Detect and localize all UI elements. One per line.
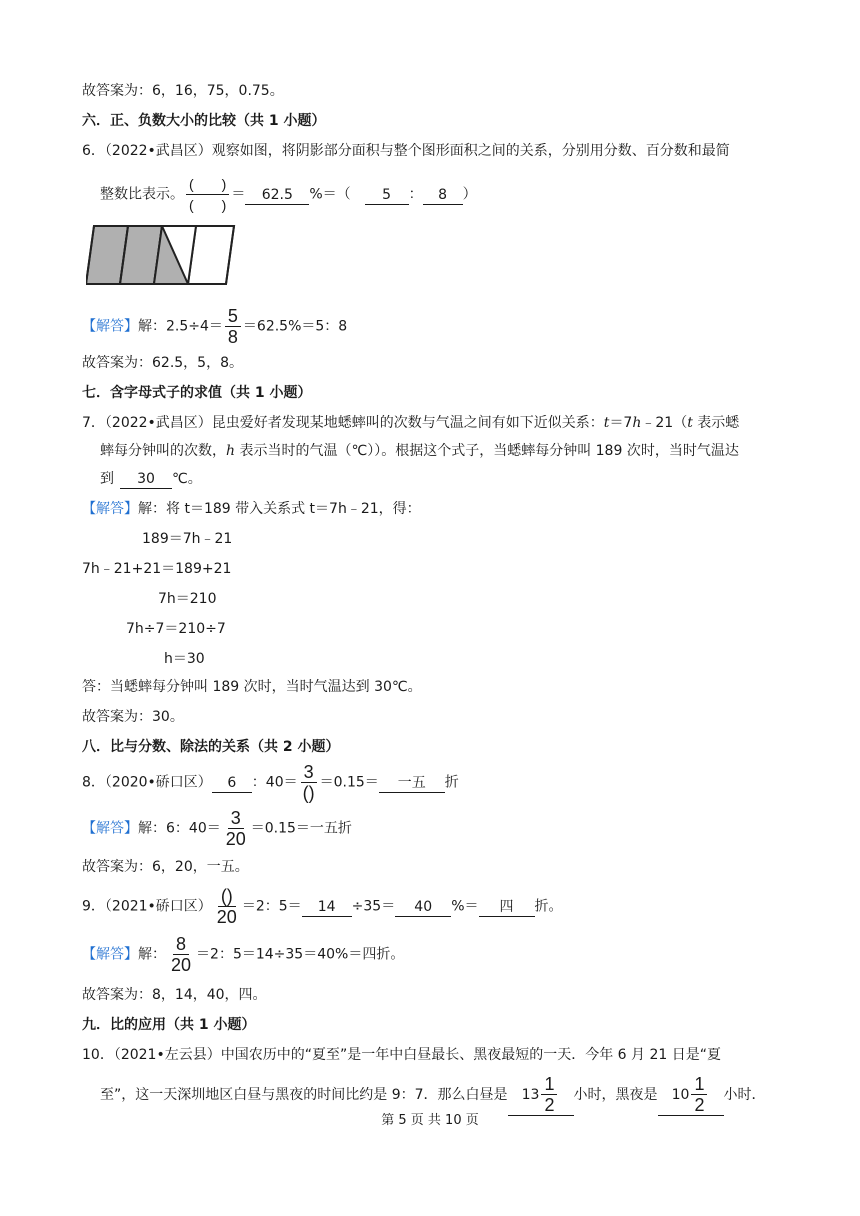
- equals: ＝: [231, 186, 246, 203]
- blank-fraction-denominator: ( ): [189, 197, 227, 213]
- text: 表示蟋: [692, 415, 740, 431]
- percent-tail: %＝（: [309, 186, 351, 203]
- text: ＝2：5＝14÷35＝40%＝四折。: [196, 946, 405, 963]
- shaded-parallelogram-figure: [86, 222, 238, 288]
- solution-label: 【解答】: [82, 318, 138, 335]
- question-8: [82, 762, 459, 803]
- answer-8: 故答案为：6，20，一五。: [82, 859, 249, 875]
- solution-8: [82, 808, 352, 849]
- equation-step: 7h＝210: [158, 591, 217, 607]
- question-7-line3: [100, 468, 202, 490]
- text: ℃。: [172, 471, 202, 487]
- answer-blank-temperature: 30: [120, 470, 172, 489]
- solution-6: [82, 306, 347, 347]
- text: 到: [100, 471, 114, 487]
- section-heading-7: 七．含字母式子的求值（共 1 小题）: [82, 385, 312, 401]
- text: ：40＝: [251, 774, 298, 791]
- equation-step: 189＝7h﹣21: [142, 531, 233, 547]
- fraction-numerator: 5: [225, 306, 241, 327]
- fraction-numerator: 1: [541, 1074, 557, 1095]
- fraction-denominator: 20: [225, 829, 246, 849]
- question-7-line1: [82, 412, 739, 434]
- fraction-numerator: 3: [228, 808, 244, 829]
- page-footer: 第 5 页 共 10 页: [381, 1113, 479, 1128]
- solution-8-fraction: [223, 808, 249, 849]
- section-heading-6: 六．正、负数大小的比较（共 1 小题）: [82, 113, 326, 129]
- question-6-prefix: 整数比表示。: [100, 186, 184, 203]
- question-9: [82, 886, 563, 927]
- solution-label: 【解答】: [82, 946, 138, 963]
- solution-6-fraction: [225, 306, 241, 347]
- fraction-numerator: (): [218, 886, 236, 907]
- answer-blank: 14: [302, 898, 352, 917]
- var-h: h: [226, 443, 236, 459]
- answer-6: 故答案为：62.5，5，8。: [82, 355, 243, 371]
- question-7-line2: [100, 440, 739, 462]
- var-t: t: [603, 415, 610, 431]
- text: 折: [444, 774, 459, 791]
- fraction-denominator: 8: [227, 327, 238, 347]
- question-8-fraction: [300, 762, 318, 803]
- fraction-denominator: (): [302, 783, 315, 803]
- solution-6-prefix: 解：2.5÷4＝: [138, 318, 223, 335]
- colon: ：: [408, 186, 423, 203]
- text: 小时．: [723, 1087, 766, 1103]
- fraction-denominator: 2: [544, 1095, 555, 1115]
- text: ＝0.15＝: [319, 774, 379, 791]
- fraction: [541, 1074, 557, 1115]
- text: 蟀每分钟叫的次数，: [100, 443, 226, 459]
- fraction: [691, 1074, 707, 1115]
- text: ÷35＝: [351, 898, 396, 915]
- text: 表示当时的气温（℃））。根据这个式子，当蟋蟀每分钟叫 189 次时，当时气温达: [235, 443, 739, 459]
- fraction-numerator: 8: [173, 934, 189, 955]
- text: 折。: [534, 898, 563, 915]
- fraction-denominator: 2: [694, 1095, 705, 1115]
- equation-step: 7h﹣21+21＝189+21: [82, 561, 232, 577]
- whole-part: 10: [671, 1086, 690, 1103]
- answer-blank-percent: 62.5: [245, 186, 309, 205]
- fraction-denominator: 20: [216, 907, 237, 927]
- answer-statement-7: 答：当蟋蟀每分钟叫 189 次时，当时气温达到 30℃。: [82, 679, 422, 695]
- var-h: h: [632, 415, 642, 431]
- var-t: t: [687, 415, 693, 431]
- answer-blank: 一五: [379, 774, 445, 793]
- blank-fraction: [186, 174, 229, 215]
- text: %＝: [451, 898, 479, 915]
- close-paren: ）: [462, 186, 477, 203]
- text: ＝0.15＝一五折: [250, 820, 352, 837]
- question-10-line1: 10．（2021•左云县）中国农历中的“夏至”是一年中白昼最长、黑夜最短的一天．今年 6 月 21 日是“夏: [82, 1047, 721, 1063]
- answer-blank-ratio-2: 8: [423, 186, 463, 205]
- equation-step: h＝30: [164, 651, 205, 667]
- fraction-numerator: 1: [691, 1074, 707, 1095]
- answer-blank-ratio-1: 5: [365, 186, 409, 205]
- answer-9: 故答案为：8，14，40，四。: [82, 987, 267, 1003]
- text: ＝2：5＝: [241, 898, 302, 915]
- question-9-fraction: [214, 886, 240, 927]
- answer-7: 故答案为：30。: [82, 709, 184, 725]
- text: 7．（2022•武昌区）昆虫爱好者发现某地蟋蟀叫的次数与气温之间有如下近似关系：: [82, 415, 604, 431]
- text: 9．（2021•硚口区）: [82, 898, 212, 915]
- solution-9-fraction: [168, 934, 194, 975]
- whole-part: 13: [521, 1086, 540, 1103]
- text: 8．（2020•硚口区）: [82, 774, 212, 791]
- fraction-denominator: 20: [171, 955, 192, 975]
- text: 至”，这一天深圳地区白昼与黑夜的时间比约是 9：7．那么白昼是: [100, 1087, 508, 1103]
- previous-answer: 故答案为：6，16，75，0.75。: [82, 83, 284, 99]
- text: ﹣21（: [641, 415, 688, 431]
- solution-label: 【解答】: [82, 501, 138, 517]
- answer-blank: 6: [212, 774, 252, 793]
- solution-7-line1: [82, 498, 421, 520]
- answer-blank: 40: [395, 898, 451, 917]
- section-heading-9: 九．比的应用（共 1 小题）: [82, 1017, 256, 1033]
- question-6-line2: [100, 174, 477, 215]
- fraction-numerator: 3: [301, 762, 317, 783]
- blank-fraction-numerator: ( ): [186, 174, 229, 195]
- text: ＝7: [609, 415, 633, 431]
- text: 解：6：40＝: [138, 820, 221, 837]
- solution-9: 【解答】解： $\frac{8}{20}$ ＝2：5＝14÷35＝40%＝四折。: [82, 934, 405, 975]
- solution-7-text: 解：将 t＝189 带入关系式 t＝7h﹣21，得：: [138, 501, 421, 517]
- equation-step: 7h÷7＝210÷7: [126, 621, 226, 637]
- question-6-line1: 6．（2022•武昌区）观察如图，将阴影部分面积与整个图形面积之间的关系，分别用分数、百分数和最简: [82, 143, 730, 159]
- solution-label: 【解答】: [82, 820, 138, 837]
- solution-6-tail: ＝62.5%＝5：8: [242, 318, 348, 335]
- answer-blank: 四: [479, 898, 535, 917]
- section-heading-8: 八．比与分数、除法的关系（共 2 小题）: [82, 739, 340, 755]
- text: 小时，黑夜是: [573, 1087, 658, 1103]
